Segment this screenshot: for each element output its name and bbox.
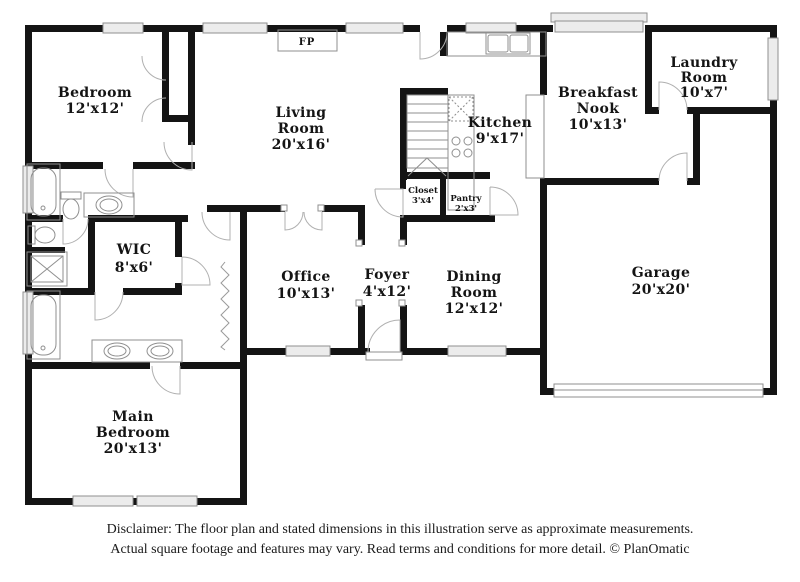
window-living-1 bbox=[203, 23, 267, 33]
walls-part bbox=[88, 215, 188, 222]
room-label-wic-name: WIC bbox=[116, 242, 152, 258]
office-french-doors bbox=[285, 212, 322, 230]
walls-part bbox=[25, 25, 105, 32]
stove-icon-part bbox=[452, 137, 460, 145]
room-label-laundry-name2: Room bbox=[680, 70, 728, 86]
room-label-living-dims: 20'x16' bbox=[271, 137, 331, 153]
sliding-door-breakfast-nook bbox=[551, 13, 647, 32]
room-label-closet-dims: 3'x4' bbox=[411, 196, 435, 206]
sink-vanity-icon-hall-bath-part bbox=[100, 199, 118, 211]
room-label-foyer-name: Foyer bbox=[364, 267, 410, 283]
kitchen-sink-icon-part bbox=[510, 35, 528, 52]
walls-part bbox=[358, 205, 365, 245]
room-label-living-name1: Living bbox=[275, 105, 327, 121]
doors-part bbox=[356, 300, 362, 306]
room-label-breakfast-name1: Breakfast bbox=[558, 85, 638, 101]
window-dining bbox=[448, 346, 506, 356]
room-label-main-bedroom-name1: Main bbox=[112, 409, 154, 425]
walls-part bbox=[645, 25, 770, 32]
walls-part bbox=[400, 88, 407, 180]
walls-part bbox=[207, 205, 285, 212]
double-vanity-icon-main-bath bbox=[92, 340, 182, 362]
room-label-dining-name2: Room bbox=[450, 285, 498, 301]
toilet-icon-hall-bath-part bbox=[63, 199, 79, 219]
double-vanity-icon-main-bath-part bbox=[108, 346, 126, 356]
garage-entry-door-swing bbox=[659, 153, 687, 181]
bathtub-icon-hall-bath-part bbox=[31, 168, 56, 216]
walls-part bbox=[540, 388, 555, 395]
room-label-garage-dims: 20'x20' bbox=[631, 282, 691, 298]
wc-door-swing bbox=[63, 219, 88, 244]
fixtures bbox=[27, 30, 763, 397]
bathtub-icon-main-bath-part bbox=[41, 346, 45, 350]
main-bath-door-swing bbox=[95, 292, 123, 320]
wic-door-swing bbox=[182, 257, 210, 285]
walls-part bbox=[693, 107, 700, 185]
doors-part bbox=[318, 205, 324, 211]
office-french-doors-part bbox=[285, 212, 303, 230]
room-label-main-bedroom-dims: 20'x13' bbox=[103, 441, 163, 457]
window-office bbox=[286, 346, 330, 356]
kitchen-sink-icon bbox=[447, 32, 546, 56]
room-label-garage-name: Garage bbox=[631, 265, 691, 281]
walls-part bbox=[188, 115, 195, 145]
doors-part bbox=[281, 205, 287, 211]
staircase-icon-part bbox=[407, 104, 448, 158]
hall-south-door-swing bbox=[202, 212, 230, 240]
sliding-door-breakfast-nook-part bbox=[555, 21, 643, 32]
stove-icon-part bbox=[452, 149, 460, 157]
walls-part bbox=[358, 305, 365, 348]
walls-part bbox=[645, 107, 659, 114]
walls-part bbox=[123, 288, 182, 295]
walls-part bbox=[25, 162, 103, 169]
walls-part bbox=[143, 25, 205, 32]
toilet-icon-hall-bath bbox=[61, 192, 81, 219]
walls-part bbox=[180, 362, 247, 369]
walls-part bbox=[162, 32, 169, 122]
office-french-doors-part bbox=[304, 212, 322, 230]
room-label-bedroom-name: Bedroom bbox=[57, 85, 133, 101]
front-door bbox=[366, 320, 402, 360]
room-label-dining-dims: 12'x12' bbox=[444, 301, 504, 317]
staircase-icon bbox=[407, 95, 448, 176]
walls-part bbox=[88, 215, 95, 295]
double-vanity-icon-main-bath-part bbox=[151, 346, 169, 356]
closet-door-swing bbox=[375, 189, 403, 217]
kitchen-sink-icon-part bbox=[488, 35, 508, 52]
room-label-closet-name: Closet bbox=[408, 186, 438, 196]
room-label-living-name2: Room bbox=[277, 121, 325, 137]
walls-part bbox=[400, 88, 448, 95]
shower-icon-part bbox=[31, 256, 63, 282]
walls-part bbox=[540, 178, 659, 185]
walls-part bbox=[447, 25, 468, 32]
doors-part bbox=[399, 240, 405, 246]
window-laundry bbox=[768, 38, 778, 100]
shower-icon bbox=[27, 252, 67, 286]
window-main-bedroom-1 bbox=[73, 496, 133, 506]
window-main-bedroom-2 bbox=[137, 496, 197, 506]
walls-part bbox=[403, 25, 420, 32]
walls-part bbox=[267, 25, 348, 32]
garage-door bbox=[554, 384, 763, 397]
room-label-pantry-dims: 2'x3' bbox=[454, 204, 478, 214]
fireplace-label: FP bbox=[298, 37, 316, 48]
walls-part bbox=[25, 362, 150, 369]
window-bedroom bbox=[103, 23, 143, 33]
walls-part bbox=[645, 32, 652, 107]
doors-part bbox=[399, 300, 405, 306]
main-bedroom-door-swing bbox=[152, 366, 180, 394]
disclaimer-line-2: Actual square footage and features may vary. Read terms and conditions for more detail. © PlanOmatic bbox=[110, 542, 690, 557]
room-label-kitchen-name: Kitchen bbox=[467, 115, 533, 131]
walls-part bbox=[133, 162, 195, 169]
hall-opening-break-line bbox=[221, 262, 229, 350]
breakfast-nook-counter bbox=[526, 95, 544, 178]
toilet-icon-wc bbox=[28, 226, 55, 244]
room-label-main-bedroom-name2: Bedroom bbox=[95, 425, 171, 441]
stove-icon-part bbox=[464, 149, 472, 157]
room-label-kitchen-dims: 9'x17' bbox=[475, 131, 525, 147]
room-label-dining-name1: Dining bbox=[446, 269, 502, 285]
toilet-icon-hall-bath-part bbox=[61, 192, 81, 199]
disclaimer-line-1: Disclaimer: The floor plan and stated dimensions in this illustration serve as approximate measurements. bbox=[106, 522, 694, 537]
window-living-2 bbox=[346, 23, 403, 33]
room-label-breakfast-name2: Nook bbox=[576, 101, 620, 117]
room-label-breakfast-dims: 10'x13' bbox=[568, 117, 628, 133]
walls-part bbox=[516, 25, 553, 32]
front-door-part bbox=[366, 352, 402, 360]
room-label-office-name: Office bbox=[281, 269, 331, 285]
room-label-office-dims: 10'x13' bbox=[276, 286, 336, 302]
walls-part bbox=[400, 305, 407, 348]
doors-part bbox=[356, 240, 362, 246]
room-label-laundry-name1: Laundry bbox=[670, 55, 738, 71]
stove-icon-part bbox=[464, 137, 472, 145]
room-label-pantry-name: Pantry bbox=[450, 194, 482, 204]
room-label-wic-dims: 8'x6' bbox=[114, 260, 154, 276]
breakfast-nook-counter-part bbox=[526, 95, 544, 178]
walls-part bbox=[687, 107, 777, 114]
walls-part bbox=[770, 100, 777, 395]
walls-part bbox=[25, 498, 247, 505]
room-label-laundry-dims: 10'x7' bbox=[679, 85, 729, 101]
pantry-door-swing bbox=[490, 187, 518, 215]
walls-part bbox=[188, 32, 195, 117]
walls-part bbox=[400, 179, 406, 189]
walls-part bbox=[440, 179, 446, 215]
bathtub-icon-hall-bath-part bbox=[41, 206, 45, 210]
walls-part bbox=[175, 215, 182, 257]
walls-part bbox=[400, 215, 495, 222]
toilet-icon-wc-part bbox=[35, 227, 55, 243]
room-label-foyer-dims: 4'x12' bbox=[362, 284, 412, 300]
walls-part bbox=[540, 178, 547, 388]
walls-part bbox=[322, 205, 362, 212]
stove-icon bbox=[452, 137, 472, 157]
room-label-bedroom-dims: 12'x12' bbox=[65, 101, 125, 117]
front-door-part bbox=[368, 320, 400, 352]
disclaimer bbox=[107, 522, 694, 557]
